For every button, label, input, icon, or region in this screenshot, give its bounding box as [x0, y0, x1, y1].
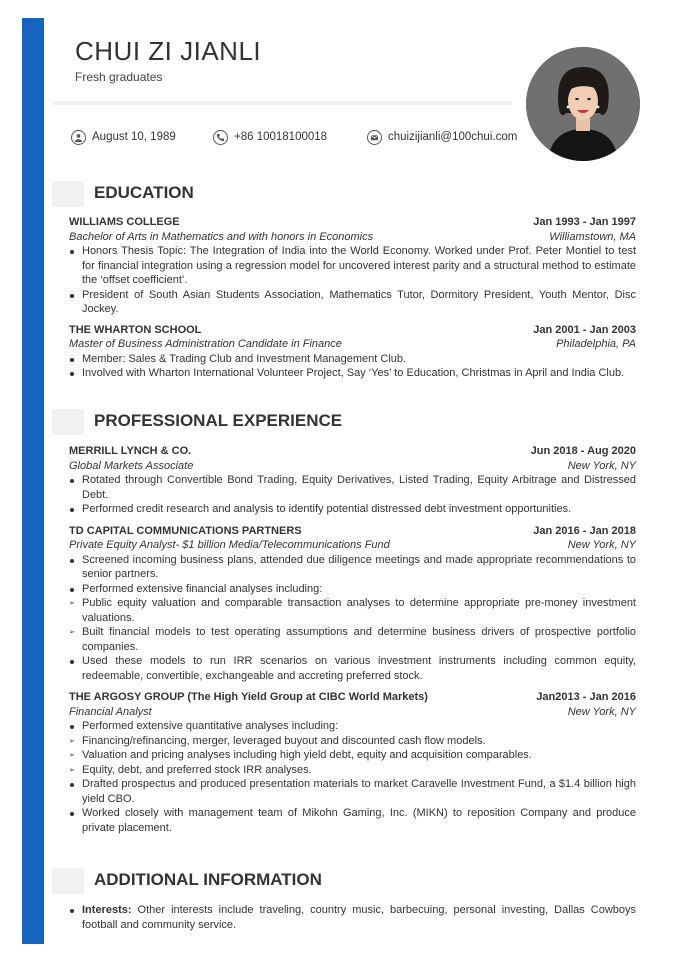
entry-location: New York, NY — [567, 705, 636, 718]
accent-side-bar — [22, 18, 44, 944]
section-tab-marker — [52, 409, 84, 435]
additional-title: ADDITIONAL INFORMATION — [94, 870, 322, 889]
contact-birthday — [71, 128, 176, 146]
entry-org: MERRILL LYNCH & CO. — [69, 445, 192, 457]
education-entry — [69, 323, 636, 381]
list-item: Worked closely with management team of Mikohn Gaming, Inc. (MIKN) to reposition Company and produce private placement. — [69, 806, 636, 835]
entry-date: Jan2013 - Jan 2016 — [536, 691, 636, 703]
interests-label: Interests: — [82, 904, 132, 916]
education-content — [69, 215, 636, 381]
list-item: Drafted prospectus and produced presentation materials to market Caravelle Investment Fund, a $1.4 billion high yield CBO. — [69, 777, 636, 806]
header-divider — [52, 101, 512, 105]
candidate-subtitle: Fresh graduates — [75, 70, 163, 84]
experience-content — [69, 444, 636, 835]
phone-text: +86 10018100018 — [234, 131, 328, 143]
list-item: Involved with Wharton International Volunteer Project, Say ‘Yes’ to Education, Christmas in April and India Club. — [69, 366, 636, 381]
entry-date: Jan 2001 - Jan 2003 — [533, 323, 636, 336]
list-item: Performed extensive quantitative analyses including: — [69, 719, 636, 734]
contact-phone — [213, 128, 327, 146]
list-item: Screened incoming business plans, attended due diligence meetings and made appropriate recommendations to senior partners. — [69, 553, 636, 582]
list-item: Rotated through Convertible Bond Trading, Equity Derivatives, Listed Trading, Equity Arbitrage and Distressed Debt. — [69, 473, 636, 502]
experience-title: PROFESSIONAL EXPERIENCE — [94, 411, 343, 430]
entry-date: Jun 2018 - Aug 2020 — [530, 445, 636, 457]
entry-location: Williamstown, MA — [549, 230, 636, 243]
list-item: Honors Thesis Topic: The Integration of India into the World Economy. Worked under Prof. Peter Montiel to test for financial integration using a regression model for uncovered interest parity and a structural method to estimate the ‘offset coefficient’. — [69, 244, 636, 288]
entry-date: Jan 2016 - Jan 2018 — [533, 524, 636, 537]
entry-org: WILLIAMS COLLEGE — [69, 216, 180, 228]
experience-entry — [69, 524, 636, 684]
interests-item — [69, 903, 636, 932]
entry-org: TD CAPITAL COMMUNICATIONS PARTNERS — [69, 524, 302, 537]
sub-list-item: ➢ Equity, debt, and preferred stock IRR analyses. — [69, 763, 636, 778]
list-item: Member: Sales & Trading Club and Investment Management Club. — [69, 352, 636, 367]
list-item: Used these models to run IRR scenarios on various investment instruments including common equity, redeemable, convertible, exchangeable and accreting preferred stock. — [69, 654, 636, 683]
list-item: President of South Asian Students Association, Mathematics Tutor, Dormitory President, Youth Mentor, Disc Jockey. — [69, 288, 636, 317]
user-icon — [71, 130, 86, 145]
sub-list-item: ➢ Public equity valuation and comparable transaction analyses to determine appropriate pre-money investment valuations. — [69, 596, 636, 625]
education-entry — [69, 215, 636, 317]
interests-text: Other interests include traveling, country music, barbecuing, personal investing, Dallas Cowboys football and community service. — [82, 904, 636, 931]
entry-org: THE WHARTON SCHOOL — [69, 323, 202, 336]
email-icon — [367, 130, 382, 145]
sub-list-item: ➢ Financing/refinancing, merger, leveraged buyout and discounted cash flow models. — [69, 734, 636, 749]
entry-role: Global Markets Associate — [69, 459, 194, 472]
entry-location: New York, NY — [567, 459, 636, 472]
birthday-text: August 10, 1989 — [92, 131, 176, 143]
entry-location: Philadelphia, PA — [556, 338, 636, 350]
list-item: Performed credit research and analysis to identify potential distressed debt investment opportunities. — [69, 502, 636, 517]
entry-role: Bachelor of Arts in Mathematics and with honors in Economics — [69, 230, 374, 243]
sub-list-item: ➢ Built financial models to test operating assumptions and determine business drivers of prospective portfolio companies. — [69, 625, 636, 654]
entry-org: THE ARGOSY GROUP (The High Yield Group at CIBC World Markets) — [69, 691, 428, 703]
experience-entry — [69, 444, 636, 517]
entry-role: Financial Analyst — [69, 705, 152, 718]
additional-content — [69, 903, 636, 932]
education-title: EDUCATION — [94, 183, 194, 202]
candidate-name: CHUI ZI JIANLI — [75, 36, 262, 66]
entry-role: Private Equity Analyst- $1 billion Media/Telecommunications Fund — [69, 539, 390, 551]
phone-icon — [213, 130, 228, 145]
experience-entry — [69, 690, 636, 835]
entry-date: Jan 1993 - Jan 1997 — [533, 216, 636, 228]
section-tab-marker — [52, 868, 84, 894]
profile-photo — [526, 47, 640, 161]
entry-location: New York, NY — [567, 539, 636, 551]
contact-email — [367, 128, 517, 146]
entry-role: Master of Business Administration Candidate in Finance — [69, 338, 342, 350]
email-text: chuizijianli@100chui.com — [388, 131, 518, 143]
sub-list-item: ➢ Valuation and pricing analyses including high yield debt, equity and acquisition comparables. — [69, 748, 636, 763]
section-tab-marker — [52, 181, 84, 207]
list-item: Performed extensive financial analyses including: — [69, 582, 636, 597]
